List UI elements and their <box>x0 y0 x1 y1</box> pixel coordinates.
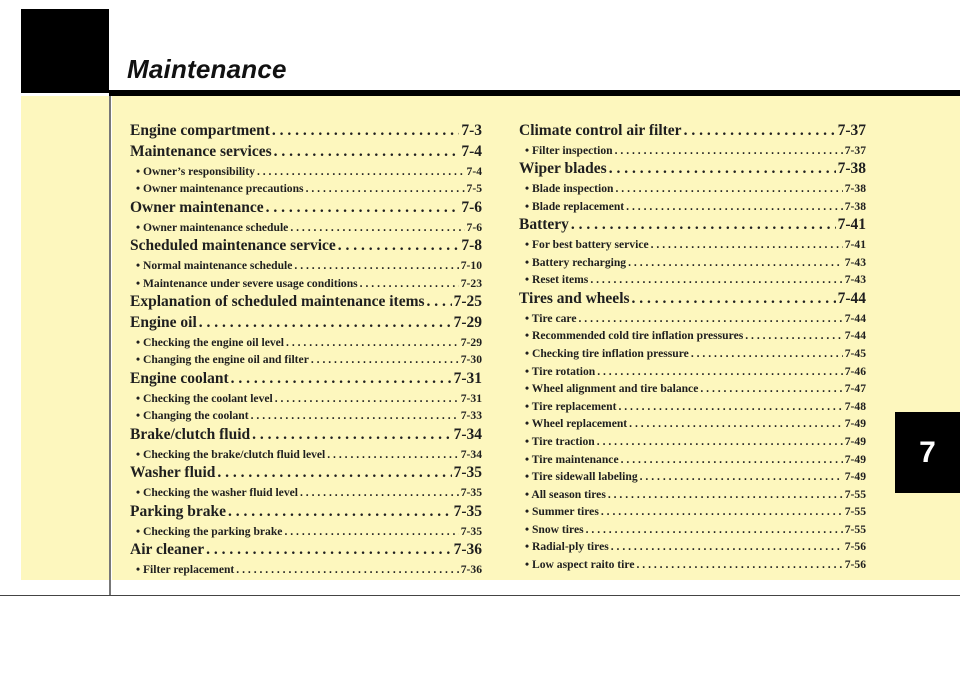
dot-leader <box>311 351 459 369</box>
dot-leader <box>609 159 836 180</box>
toc-entry-label: • Tire sidewall labeling <box>525 468 638 486</box>
toc-entry-label: • Blade inspection <box>525 180 613 198</box>
toc-entry-page: 7-36 <box>460 562 482 576</box>
toc-entry-page: 7-3 <box>461 122 482 139</box>
toc-entry-page: 7-48 <box>844 399 866 413</box>
toc-entry-page: 7-55 <box>844 487 866 501</box>
dot-leader <box>597 433 843 451</box>
dot-leader <box>206 540 451 561</box>
toc-entry-label: • Tire maintenance <box>525 451 619 469</box>
toc-entry-page: 7-44 <box>844 311 866 325</box>
dot-leader <box>284 523 458 541</box>
toc-entry[interactable] <box>130 198 482 219</box>
toc-subentry[interactable] <box>130 484 482 502</box>
dot-leader <box>272 121 459 142</box>
toc-subentry[interactable] <box>130 523 482 541</box>
toc-entry-page: 7-55 <box>844 505 866 519</box>
dot-leader <box>290 219 464 237</box>
toc-entry-label: • Changing the coolant <box>136 407 249 425</box>
toc-subentry[interactable] <box>519 271 866 289</box>
toc-entry-page: 7-6 <box>466 220 482 234</box>
toc-entry-page: 7-23 <box>460 276 482 290</box>
toc-subentry[interactable] <box>519 538 866 556</box>
dot-leader <box>615 142 843 160</box>
toc-entry-label: • Tire replacement <box>525 398 616 416</box>
dot-leader <box>621 451 843 469</box>
bottom-divider <box>0 595 960 596</box>
dot-leader <box>228 502 452 523</box>
dot-leader <box>700 380 842 398</box>
toc-entry-label: • Radial-ply tires <box>525 538 609 556</box>
toc-entry-label: • Owner maintenance schedule <box>136 219 288 237</box>
toc-entry-label: • Checking the coolant level <box>136 390 273 408</box>
toc-entry-label: • Reset items <box>525 271 588 289</box>
toc-entry-label: • For best battery service <box>525 236 649 254</box>
dot-leader <box>360 275 459 293</box>
toc-subentry[interactable] <box>519 451 866 469</box>
toc-entry-page: 7-41 <box>837 216 866 234</box>
dot-leader <box>684 121 836 142</box>
toc-entry-label: Engine oil <box>130 313 197 331</box>
toc-subentry[interactable] <box>519 180 866 198</box>
toc-entry-page: 7-45 <box>844 346 866 360</box>
toc-entry-label: Climate control air filter <box>519 122 682 139</box>
toc-subentry[interactable] <box>130 257 482 275</box>
toc-subentry[interactable] <box>130 163 482 181</box>
toc-subentry[interactable] <box>519 521 866 539</box>
dot-leader <box>306 180 465 198</box>
toc-subentry[interactable] <box>130 275 482 293</box>
toc-entry-page: 7-47 <box>844 382 866 396</box>
toc-entry-page: 7-44 <box>837 289 866 307</box>
toc-entry-page: 7-35 <box>453 464 482 482</box>
dot-leader <box>636 556 842 574</box>
toc-entry-label: • Normal maintenance schedule <box>136 257 292 275</box>
toc-entry-label: • Filter replacement <box>136 561 234 579</box>
toc-subentry[interactable] <box>130 561 482 579</box>
toc-entry[interactable] <box>130 121 482 142</box>
toc-entry-page: 7-37 <box>837 122 866 139</box>
toc-subentry[interactable] <box>519 236 866 254</box>
toc-subentry[interactable] <box>130 390 482 408</box>
toc-entry-page: 7-37 <box>844 143 866 157</box>
header-black-block <box>21 9 109 93</box>
toc-entry-label: • Checking the brake/clutch fluid level <box>136 446 325 464</box>
toc-subentry[interactable] <box>519 486 866 504</box>
toc-entry-page: 7-31 <box>453 369 482 387</box>
toc-entry-label: Brake/clutch fluid <box>130 425 251 443</box>
dot-leader <box>274 142 460 163</box>
toc-entry-page: 7-36 <box>453 541 482 559</box>
dot-leader <box>217 463 451 484</box>
dot-leader <box>651 236 843 254</box>
chapter-tab[interactable]: 7 <box>895 412 960 493</box>
toc-entry-page: 7-43 <box>844 255 866 269</box>
toc-entry-label: Parking brake <box>130 502 227 520</box>
toc-entry-label: • Filter inspection <box>525 142 613 160</box>
dot-leader <box>257 163 465 181</box>
dot-leader <box>199 313 452 334</box>
toc-subentry[interactable] <box>519 327 866 345</box>
toc-subentry[interactable] <box>519 363 866 381</box>
dot-leader <box>626 198 843 216</box>
dot-leader <box>628 254 843 272</box>
toc-entry-page: 7-4 <box>466 164 482 178</box>
dot-leader <box>294 257 458 275</box>
toc-entry-page: 7-29 <box>460 335 482 349</box>
toc-subentry[interactable] <box>519 198 866 216</box>
toc-entry-page: 7-49 <box>844 417 866 431</box>
dot-leader <box>611 538 843 556</box>
toc-entry-page: 7-31 <box>460 391 482 405</box>
vertical-divider <box>109 96 111 596</box>
toc-entry-page: 7-35 <box>460 524 482 538</box>
dot-leader <box>300 484 459 502</box>
toc-subentry[interactable] <box>519 398 866 416</box>
dot-leader <box>427 292 452 313</box>
toc-subentry[interactable] <box>130 180 482 198</box>
dot-leader <box>601 503 843 521</box>
toc-entry-page: 7-38 <box>837 160 866 178</box>
dot-leader <box>745 327 843 345</box>
toc-subentry[interactable] <box>519 415 866 433</box>
toc-entry-page: 7-41 <box>844 238 866 252</box>
dot-leader <box>327 446 458 464</box>
dot-leader <box>632 289 836 310</box>
dot-leader <box>286 334 459 352</box>
dot-leader <box>571 215 836 236</box>
toc-entry-label: • Checking the engine oil level <box>136 334 284 352</box>
toc-entry-page: 7-34 <box>460 447 482 461</box>
dot-leader <box>618 398 842 416</box>
toc-entry-page: 7-43 <box>844 273 866 287</box>
toc-entry-page: 7-38 <box>844 199 866 213</box>
toc-entry-label: Explanation of scheduled maintenance items <box>130 293 425 311</box>
toc-entry-page: 7-56 <box>844 540 866 554</box>
toc-entry-label: Owner maintenance <box>130 198 264 216</box>
toc-subentry[interactable] <box>519 142 866 160</box>
toc-entry-label: • Snow tires <box>525 521 584 539</box>
dot-leader <box>597 363 843 381</box>
toc-entry-page: 7-5 <box>466 182 482 196</box>
toc-entry-label: • Battery recharging <box>525 254 626 272</box>
toc-subentry[interactable] <box>519 254 866 272</box>
toc-entry[interactable] <box>130 236 482 257</box>
dot-leader <box>275 390 459 408</box>
toc-entry-label: • Checking tire inflation pressure <box>525 345 689 363</box>
toc-subentry[interactable] <box>130 219 482 237</box>
dot-leader <box>640 468 843 486</box>
toc-entry-page: 7-46 <box>844 364 866 378</box>
toc-entry-label: • Checking the washer fluid level <box>136 484 298 502</box>
dot-leader <box>338 236 460 257</box>
toc-entry-label: • Low aspect raito tire <box>525 556 634 574</box>
toc-entry-page: 7-38 <box>844 182 866 196</box>
toc-entry[interactable] <box>130 463 482 484</box>
toc-entry[interactable] <box>519 289 866 310</box>
toc-entry-label: Scheduled maintenance service <box>130 237 336 255</box>
toc-entry-label: Tires and wheels <box>519 289 630 307</box>
toc-subentry[interactable] <box>130 334 482 352</box>
toc-subentry[interactable] <box>130 351 482 369</box>
toc-entry-page: 7-56 <box>844 558 866 572</box>
toc-subentry[interactable] <box>519 380 866 398</box>
toc-entry-label: • Tire traction <box>525 433 595 451</box>
toc-entry-page: 7-49 <box>844 470 866 484</box>
dot-leader <box>615 180 842 198</box>
toc-entry-label: • Maintenance under severe usage conditions <box>136 275 358 293</box>
toc-entry-page: 7-49 <box>844 452 866 466</box>
toc-entry[interactable] <box>130 313 482 334</box>
toc-entry-label: Wiper blades <box>519 160 607 178</box>
toc-subentry[interactable] <box>130 407 482 425</box>
margin-panel <box>21 96 109 580</box>
dot-leader <box>252 425 451 446</box>
toc-entry[interactable] <box>130 425 482 446</box>
toc-entry[interactable] <box>130 502 482 523</box>
toc-entry-page: 7-44 <box>844 329 866 343</box>
toc-entry-page: 7-8 <box>461 237 482 255</box>
toc-entry-page: 7-49 <box>844 434 866 448</box>
toc-entry-page: 7-55 <box>844 522 866 536</box>
toc-entry-label: • Wheel replacement <box>525 415 627 433</box>
toc-entry-page: 7-25 <box>453 293 482 311</box>
toc-entry-label: Washer fluid <box>130 464 216 482</box>
toc-entry-label: • Owner maintenance precautions <box>136 180 304 198</box>
toc-subentry[interactable] <box>519 310 866 328</box>
toc-entry-page: 7-35 <box>460 486 482 500</box>
toc-entry-page: 7-35 <box>453 502 482 520</box>
toc-entry-label: • Changing the engine oil and filter <box>136 351 309 369</box>
dot-leader <box>251 407 459 425</box>
toc-entry-label: • Summer tires <box>525 503 599 521</box>
toc-entry-label: • Checking the parking brake <box>136 523 282 541</box>
toc-entry[interactable] <box>130 292 482 313</box>
toc-entry-page: 7-30 <box>460 353 482 367</box>
toc-entry[interactable] <box>130 369 482 390</box>
toc-entry-page: 7-10 <box>460 258 482 272</box>
toc-entry-page: 7-4 <box>461 142 482 160</box>
toc-entry-page: 7-34 <box>453 425 482 443</box>
toc-subentry[interactable] <box>130 446 482 464</box>
dot-leader <box>629 415 843 433</box>
toc-entry[interactable] <box>519 121 866 142</box>
toc-entry-label: • Tire rotation <box>525 363 595 381</box>
page-title: Maintenance <box>127 54 287 84</box>
toc-entry-label: • Wheel alignment and tire balance <box>525 380 698 398</box>
toc-subentry[interactable] <box>519 503 866 521</box>
toc-entry[interactable] <box>519 159 866 180</box>
toc-column-right <box>519 121 866 574</box>
toc-entry[interactable] <box>130 142 482 163</box>
dot-leader <box>691 345 843 363</box>
toc-column-left <box>130 121 482 578</box>
toc-entry-label: Battery <box>519 216 569 234</box>
dot-leader <box>608 486 843 504</box>
dot-leader <box>236 561 458 579</box>
toc-subentry[interactable] <box>519 556 866 574</box>
toc-entry-label: Air cleaner <box>130 541 205 559</box>
toc-entry-label: • Tire care <box>525 310 577 328</box>
toc-entry-label: Engine compartment <box>130 122 270 139</box>
toc-entry-label: Maintenance services <box>130 142 272 160</box>
toc-entry[interactable] <box>519 215 866 236</box>
toc-entry-page: 7-29 <box>453 313 482 331</box>
toc-entry-label: • Blade replacement <box>525 198 624 216</box>
dot-leader <box>586 521 843 539</box>
dot-leader <box>579 310 843 328</box>
dot-leader <box>590 271 842 289</box>
dot-leader <box>266 198 460 219</box>
toc-entry-label: • Owner’s responsibility <box>136 163 255 181</box>
toc-subentry[interactable] <box>519 345 866 363</box>
toc-entry-label: • All season tires <box>525 486 606 504</box>
toc-subentry[interactable] <box>519 433 866 451</box>
toc-entry-page: 7-6 <box>461 198 482 216</box>
toc-entry[interactable] <box>130 540 482 561</box>
dot-leader <box>231 369 452 390</box>
toc-entry-label: • Recommended cold tire inflation pressures <box>525 327 743 345</box>
toc-entry-page: 7-33 <box>460 409 482 423</box>
toc-subentry[interactable] <box>519 468 866 486</box>
toc-entry-label: Engine coolant <box>130 369 229 387</box>
